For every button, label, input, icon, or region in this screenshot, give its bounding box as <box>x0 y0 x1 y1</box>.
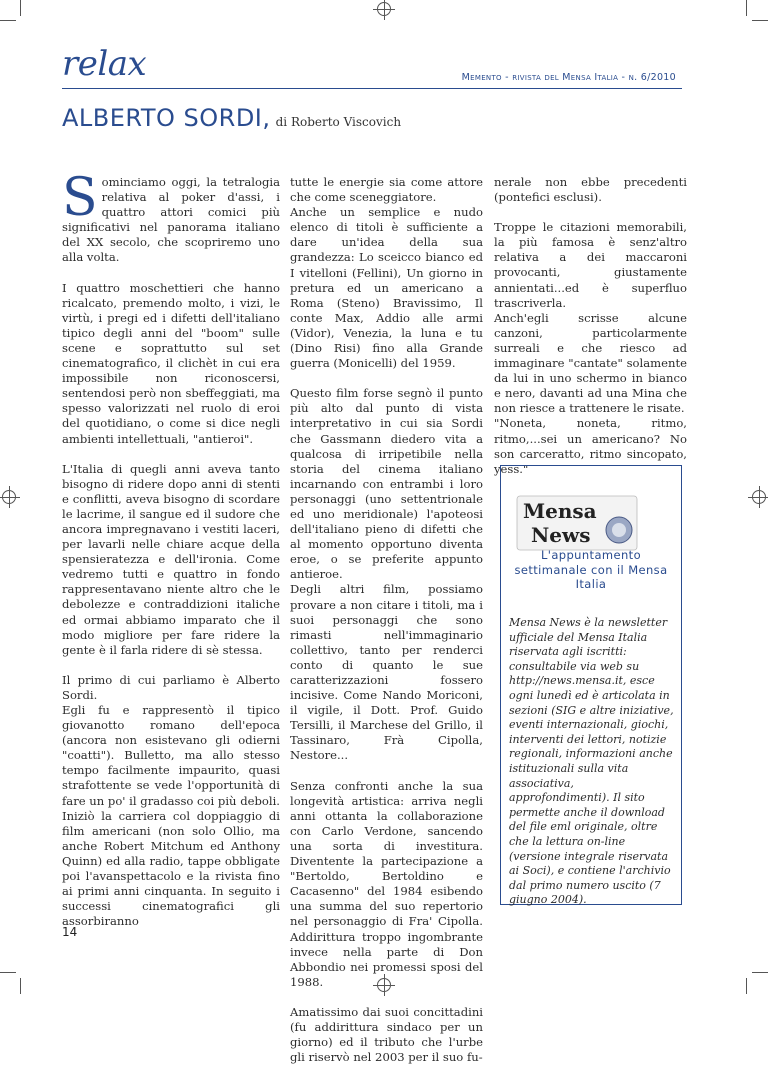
paragraph: nerale non ebbe precedenti (pontefici esclusi). <box>494 175 687 205</box>
article-column-2 <box>290 175 483 1080</box>
registration-mark <box>2 490 16 504</box>
crop-mark <box>746 978 747 994</box>
logo-word-1: Mensa <box>523 499 597 523</box>
paragraph: "Noneta, noneta, ritmo, ritmo,...sei un americano? No son carceratto, ritmo sincopato, yess." <box>494 416 687 476</box>
header-rule <box>62 88 682 89</box>
crop-mark <box>752 20 768 21</box>
paragraph: Amatissimo dai suoi concittadini (fu addirittura sindaco per un giorno) ed il tributo che l'urbe gli riservò nel 2003 per il suo fu- <box>290 1004 483 1065</box>
box-heading: L'appuntamento settimanale con il Mensa Italia <box>514 548 668 591</box>
paragraph: Anche un semplice e nudo elenco di titoli è sufficiente a dare un'idea della sua grandezza: Lo sceicco bianco ed I vitelloni (Fellini), Un giorno in pretura ed un americano a Roma (Steno) Bravissimo, Il conte Max, Addio alle armi (Vidor), Venezia, la luna e tu (Dino Risi) fino alla Grande guerra (Monicelli) del 1959. <box>290 205 483 371</box>
registration-mark <box>377 2 391 16</box>
mensa-news-box <box>500 465 682 905</box>
crop-mark <box>20 0 21 16</box>
paragraph: Egli fu e rappresentò il tipico giovanotto romano dell'epoca (ancora non esistevano gli odierni "coatti"). Bulletto, ma allo stesso tempo facilmente impaurito, quasi strafottente se vede l'opportunità di fare un po' il gradasso coi più deboli. <box>62 703 280 808</box>
crop-mark <box>20 978 21 994</box>
article-column-1 <box>62 168 280 944</box>
box-text: Mensa News è la newsletter ufficiale del Mensa Italia riservata agli iscritti: consultabile via web su http://news.mensa.it, esce ogni lunedì ed è articolata in sezioni (SIG e altre iniziative, eventi internazionali, giochi, interventi dei lettori, notizie regionali, informazioni anche istituzionali sulla vita associativa, approfondimenti). Il sito permette anche il download del file eml originale, oltre che la lettura on-line (versione integrale riservata ai Soci), e contiene l'archivio dal primo numero uscito (7 giugno 2004). <box>509 616 674 907</box>
paragraph: Troppe le citazioni memorabili, la più famosa è senz'altro relativa a dei maccaroni provocanti, giustamente annientati...ed è superfluo trascriverla. <box>494 220 687 310</box>
paragraph: Questo film forse segnò il punto più alto dal punto di vista interpretativo in cui sia Sordi che Gassmann diedero vita a qualcosa di irripetibile nella storia del cinema italiano incarnando con entrambi i loro personaggi (uno settentrionale ed uno meridionale) l'apoteosi dell'italiano pieno di difetti che al momento opportuno diventa eroe, o se preferite appunto antieroe. <box>290 386 483 582</box>
paragraph: Anch'egli scrisse alcune canzoni, particolarmente surreali e che riesco ad immaginare "cantate" solamente da lui in uno schermo in bianco e nero, davanti ad una Mina che non riesce a trattenere le risate. <box>494 310 687 416</box>
paragraph: Senza confronti anche la sua longevità artistica: arriva negli anni ottanta la collaborazione con Carlo Verdone, sancendo una sorta di investitura. Diventente la partecipazione a "Bertoldo, Bertoldino e Cacasenno" del 1984 esibendo una summa del suo repertorio nel personaggio di Fra' Cipolla. Addirittura troppo ingombrante invece nella parte di Don Abbondio nei promessi sposi del 1988. <box>290 778 483 989</box>
section-title: relax <box>62 44 147 84</box>
paragraph: Il primo di cui parliamo è Alberto Sordi. <box>62 672 280 702</box>
registration-mark <box>752 490 766 504</box>
crop-mark <box>752 972 768 973</box>
paragraph: tutte le energie sia come attore che come sceneggiatore. <box>290 175 483 205</box>
paragraph: I quattro moschettieri che hanno ricalcato, premendo molto, i vizi, le virtù, i pregi ed i difetti dell'italiano tipico degli anni del "boom" sulle scene e soprattutto sul set cinematografico, il clichèt in cui era impossibile non riconoscersi, sentendosi però non sbeffeggiati, ma spesso valorizzati nel ruolo di eroi del quotidiano, o come si dice negli ambienti intellettuali, "antieroi". <box>62 280 280 446</box>
logo-word-2: News <box>531 523 591 547</box>
article-byline: di Roberto Viscovich <box>275 115 402 129</box>
paragraph: Degli altri film, possiamo provare a non citare i titoli, ma i suoi personaggi che sono rimasti nell'immaginario collettivo, tanto per renderci conto di quanto le sue caratterizzazioni fossero incisive. Come Nando Moriconi, il vigile, il Dott. Prof. Guido Tersilli, il Marchese del Grillo, il Tassinaro, Frà Cipolla, Nestore... <box>290 582 483 763</box>
drop-cap: S <box>62 168 98 228</box>
running-title: Memento - rivista del Mensa Italia - n. 6/2010 <box>461 72 676 83</box>
paragraph: L'Italia di quegli anni aveva tanto bisogno di ridere dopo anni di stenti e conflitti, aveva bisogno di scordare le lacrime, il sangue ed il sudore che ancora impregnavano i vestiti laceri, per lavarli nelle chiare acque della spensieratezza e dell'ironia. Come vedremo tutti e quattro in fondo rappresentavano niente altro che le debolezze e contraddizioni italiche ed ormai abbiamo imparato che il modo migliore per fare ridere la gente è il farla ridere di sè stessa. <box>62 461 280 657</box>
article-title-row <box>62 104 401 132</box>
paragraph: Iniziò la carriera col doppiaggio di film americani (non solo Ollio, ma anche Robert Mitchum ed Anthony Quinn) ed alla radio, tappe obbligate poi l'avanspettacolo e la rivista fino ai primi anni cinquanta. In seguito i successi cinematografici gli assorbiranno <box>62 808 280 929</box>
article-title: ALBERTO SORDI, <box>62 104 271 132</box>
page-number: 14 <box>62 925 78 939</box>
crop-mark <box>0 972 16 973</box>
article-column-3 <box>494 175 687 492</box>
mensa-news-logo <box>511 494 643 552</box>
paragraph: Sominciamo oggi, la tetralogia relativa al poker d'assi, i quattro attori comici più significativi nel panorama italiano del XX secolo, che scopriremo uno alla volta. <box>62 168 280 265</box>
crop-mark <box>0 20 16 21</box>
crop-mark <box>746 0 747 16</box>
